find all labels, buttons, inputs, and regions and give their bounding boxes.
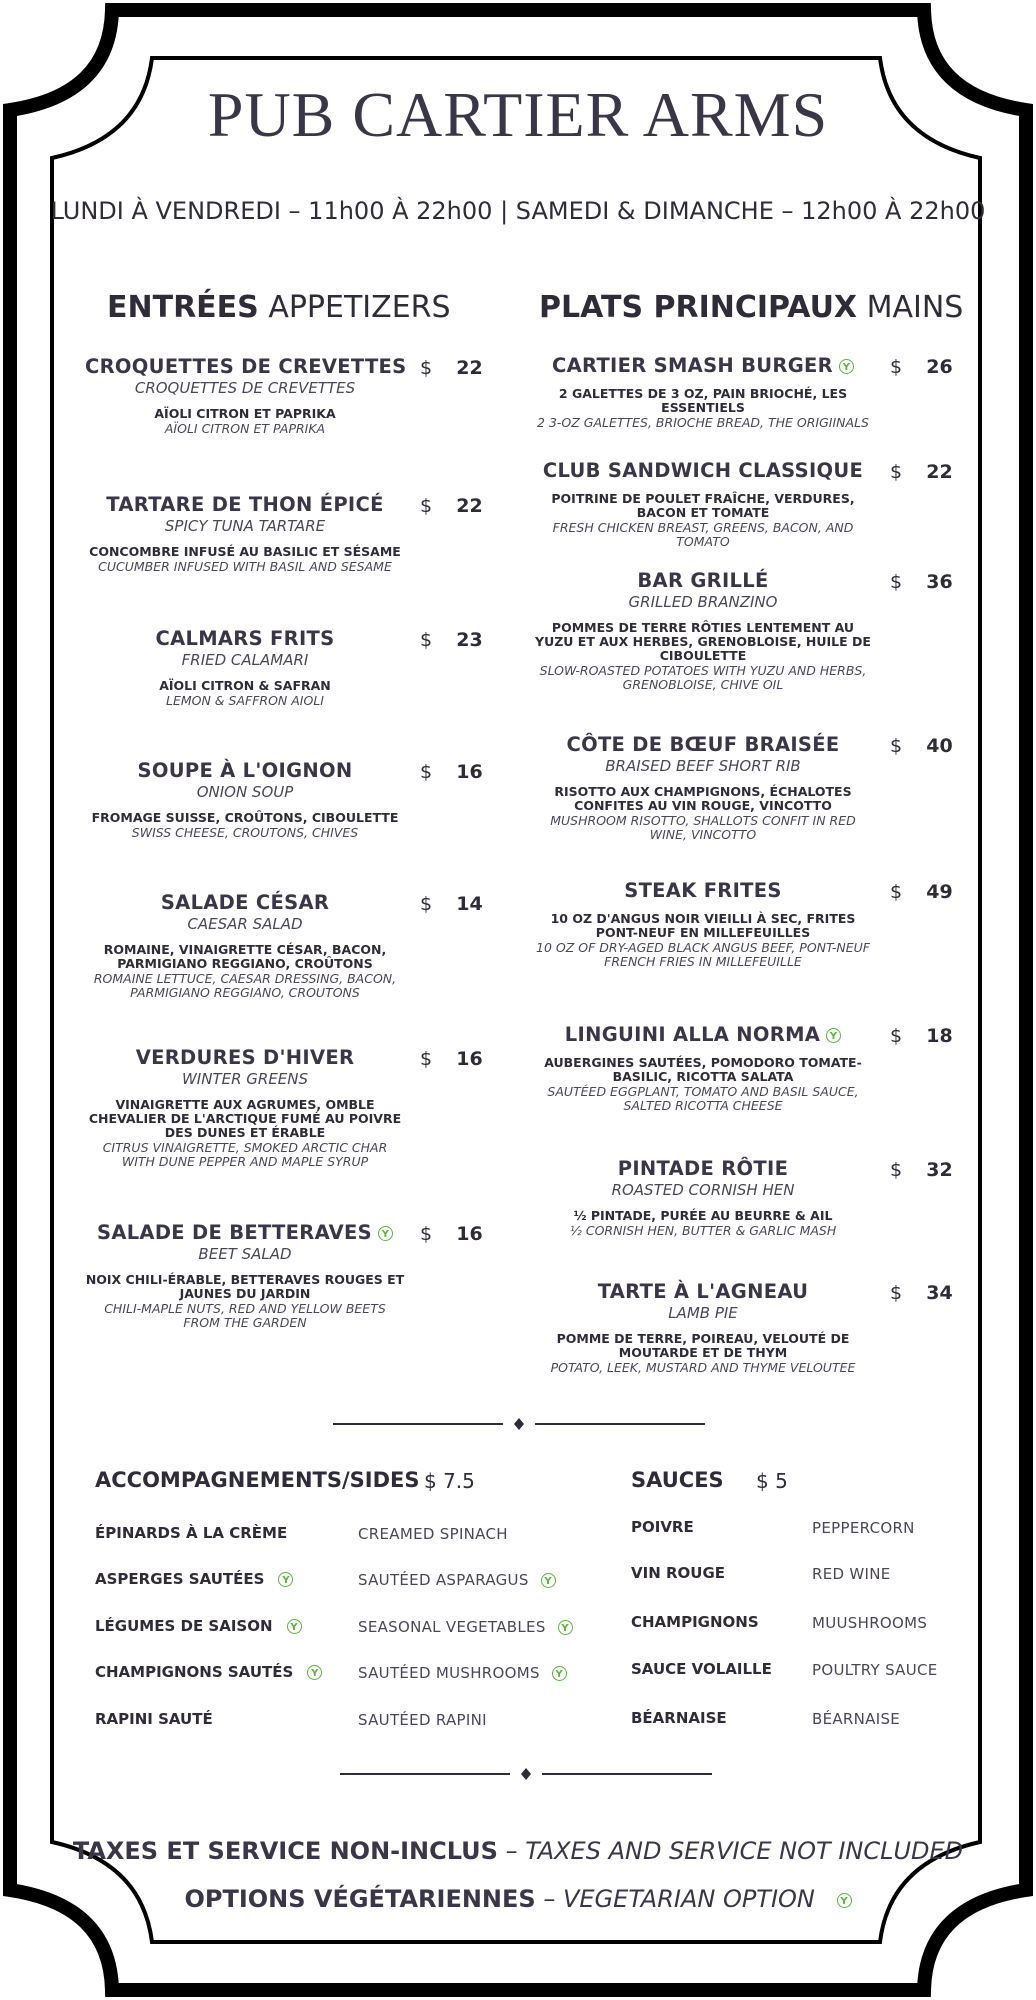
item-subtitle: FRIED CALAMARI [181, 651, 309, 669]
price-value: 16 [456, 1048, 483, 1070]
price-currency: $ [420, 1223, 433, 1245]
item-name-text: VERDURES D'HIVER [135, 1046, 355, 1069]
price-value: 23 [456, 629, 483, 651]
menu-item [533, 1157, 873, 1238]
tax-note-sep: – [497, 1837, 526, 1865]
appetizers-heading [107, 290, 451, 325]
sauce-item-en: BÉARNAISE [812, 1710, 901, 1728]
item-subtitle: SPICY TUNA TARTARE [164, 517, 326, 535]
price-currency: $ [420, 357, 433, 379]
menu-item [85, 1221, 405, 1330]
item-description: CONCOMBRE INFUSÉ AU BASILIC ET SÉSAME [89, 544, 401, 559]
sauce-item-en: PEPPERCORN [812, 1519, 915, 1537]
item-name [85, 627, 405, 650]
menu-item [533, 1280, 873, 1375]
item-price [420, 893, 483, 915]
item-description: POMME DE TERRE, POIREAU, VELOUTÉ DE MOUTARDE ET DE THYM [556, 1331, 850, 1360]
item-name-text: PINTADE RÔTIE [617, 1157, 789, 1180]
item-name [533, 459, 873, 482]
item-name-text: TARTE À L'AGNEAU [597, 1280, 809, 1303]
item-subtitle: WINTER GREENS [181, 1070, 309, 1088]
item-price [890, 881, 953, 903]
item-description: ROMAINE, VINAIGRETTE CÉSAR, BACON, PARMIGIANO REGGIANO, CROÛTONS [103, 942, 387, 971]
price-value: 18 [926, 1025, 953, 1047]
price-currency: $ [420, 1048, 433, 1070]
vegetarian-icon: Y [278, 1572, 293, 1587]
item-description: FROMAGE SUISSE, CROÛTONS, CIBOULETTE [91, 810, 399, 825]
section-divider-bottom [340, 1764, 712, 1784]
menu-item [85, 891, 405, 1000]
price-currency: $ [420, 629, 433, 651]
sides-heading: ACCOMPAGNEMENTS/SIDES [95, 1468, 420, 1492]
side-item-en [358, 1525, 508, 1543]
side-name-en: CREAMED SPINACH [358, 1525, 508, 1543]
menu-item [533, 354, 873, 430]
section-divider-top [333, 1414, 705, 1434]
vegetarian-icon: Y [378, 1226, 393, 1241]
vegetarian-icon: Y [826, 1028, 841, 1043]
item-price [420, 495, 483, 517]
item-description-en: 2 3-OZ GALETTES, BRIOCHE BREAD, THE ORIGIINALS [537, 415, 869, 430]
item-description-en: SWISS CHEESE, CROUTONS, CHIVES [131, 825, 359, 840]
side-name-fr: ASPERGES SAUTÉES [95, 1570, 265, 1588]
side-name-fr: CHAMPIGNONS SAUTÉS [95, 1663, 294, 1681]
restaurant-title: PUB CARTIER ARMS [207, 79, 829, 150]
item-description-en: 10 OZ OF DRY-AGED BLACK ANGUS BEEF, PONT-NEUF FRENCH FRIES IN MILLEFEUILLE [536, 940, 870, 969]
item-name-text: BAR GRILLÉ [637, 569, 769, 592]
item-price [890, 735, 953, 757]
item-subtitle: CAESAR SALAD [187, 915, 303, 933]
price-value: 22 [456, 357, 483, 379]
item-name [533, 569, 873, 592]
item-description: POITRINE DE POULET FRAÎCHE, VERDURES, BACON ET TOMATE [551, 491, 855, 520]
side-item-fr [95, 1663, 322, 1681]
item-description: NOIX CHILI-ÉRABLE, BETTERAVES ROUGES ET JAUNES DU JARDIN [85, 1272, 405, 1301]
side-name-en: SAUTÉED RAPINI [358, 1711, 487, 1729]
side-name-en: SAUTÉED MUSHROOMS [358, 1664, 540, 1682]
sauce-item-en: POULTRY SAUCE [812, 1661, 938, 1679]
item-name-text: CÔTE DE BŒUF BRAISÉE [566, 733, 840, 756]
side-name-fr: LÉGUMES DE SAISON [95, 1617, 273, 1635]
vegetarian-icon: Y [552, 1666, 567, 1681]
vegetarian-icon: Y [837, 1893, 852, 1908]
price-currency: $ [420, 495, 433, 517]
item-price [420, 1048, 483, 1070]
price-value: 32 [926, 1159, 953, 1181]
price-value: 40 [926, 735, 953, 757]
price-value: 16 [456, 761, 483, 783]
item-description-en: SLOW-ROASTED POTATOES WITH YUZU AND HERBS, GRENOBLOISE, CHIVE OIL [539, 663, 867, 692]
vegetarian-icon: Y [839, 359, 854, 374]
item-description: VINAIGRETTE AUX AGRUMES, OMBLE CHEVALIER DE L'ARCTIQUE FUMÉ AU POIVRE DES DUNES ET ÉRABLE [88, 1097, 402, 1140]
item-name-text: STEAK FRITES [624, 879, 782, 902]
item-name [533, 354, 873, 377]
veg-note-en: VEGETARIAN OPTION [562, 1885, 815, 1913]
vegetarian-icon: Y [558, 1620, 573, 1635]
price-currency: $ [890, 1282, 903, 1304]
price-value: 34 [926, 1282, 953, 1304]
side-name-en: SAUTÉED ASPARAGUS [358, 1571, 529, 1589]
item-name [533, 879, 873, 902]
item-name-text: CARTIER SMASH BURGER [552, 354, 833, 377]
veg-note-fr: OPTIONS VÉGÉTARIENNES [184, 1885, 536, 1913]
sauces-price: $ 5 [756, 1469, 788, 1493]
menu-item [85, 355, 405, 436]
side-name-en: SEASONAL VEGETABLES [358, 1618, 546, 1636]
price-currency: $ [890, 1159, 903, 1181]
item-subtitle: BEET SALAD [198, 1245, 292, 1263]
side-item-en [358, 1618, 573, 1636]
menu-item [533, 733, 873, 842]
item-description: 10 OZ D'ANGUS NOIR VIEILLI À SEC, FRITES PONT-NEUF EN MILLEFEUILLES [550, 911, 856, 940]
price-currency: $ [420, 893, 433, 915]
item-description: POMMES DE TERRE RÔTIES LENTEMENT AU YUZU ET AUX HERBES, GRENOBLOISE, HUILE DE CIBOULETTE [535, 620, 871, 663]
sauce-item-fr: POIVRE [631, 1518, 694, 1536]
menu-item [533, 569, 873, 692]
item-name [85, 891, 405, 914]
price-value: 16 [456, 1223, 483, 1245]
item-description-en: CITRUS VINAIGRETTE, SMOKED ARCTIC CHAR WITH DUNE PEPPER AND MAPLE SYRUP [102, 1140, 388, 1169]
item-subtitle: CROQUETTES DE CREVETTES [134, 379, 356, 397]
side-name-fr: ÉPINARDS À LA CRÈME [95, 1524, 288, 1542]
item-price [890, 461, 953, 483]
menu-item [85, 493, 405, 574]
item-description-en: ROMAINE LETTUCE, CAESAR DRESSING, BACON, PARMIGIANO REGGIANO, CROUTONS [93, 971, 397, 1000]
sauce-item-fr: VIN ROUGE [631, 1564, 726, 1582]
item-description: AUBERGINES SAUTÉES, POMODORO TOMATE-BASILIC, RICOTTA SALATA [544, 1055, 862, 1084]
item-price [890, 1025, 953, 1047]
item-price [420, 1223, 483, 1245]
side-item-fr [95, 1570, 293, 1588]
price-value: 22 [926, 461, 953, 483]
sauce-item-fr: BÉARNAISE [631, 1709, 727, 1727]
sauce-item-en: MUUSHROOMS [812, 1614, 928, 1632]
menu-item [85, 759, 405, 840]
item-subtitle: ROASTED CORNISH HEN [611, 1181, 795, 1199]
item-price [890, 1282, 953, 1304]
vegetarian-icon: Y [307, 1665, 322, 1680]
vegetarian-icon: Y [541, 1573, 556, 1588]
item-description-en: LEMON & SAFFRON AIOLI [166, 693, 324, 708]
item-price [420, 761, 483, 783]
item-price [890, 571, 953, 593]
tax-note-fr: TAXES ET SERVICE NON-INCLUS [72, 1837, 498, 1865]
item-description-en: CHILI-MAPLE NUTS, RED AND YELLOW BEETS FROM THE GARDEN [104, 1301, 386, 1330]
item-description: RISOTTO AUX CHAMPIGNONS, ÉCHALOTES CONFITES AU VIN ROUGE, VINCOTTO [554, 784, 852, 813]
tax-note [0, 1837, 1036, 1865]
item-description-en: MUSHROOM RISOTTO, SHALLOTS CONFIT IN RED WINE, VINCOTTO [550, 813, 856, 842]
price-value: 36 [926, 571, 953, 593]
side-item-en [358, 1664, 567, 1682]
item-subtitle: BRAISED BEEF SHORT RIB [605, 757, 801, 775]
sauce-item-en: RED WINE [812, 1565, 891, 1583]
price-currency: $ [890, 881, 903, 903]
item-name-text: CROQUETTES DE CREVETTES [85, 355, 407, 378]
item-description-en: SAUTÉED EGGPLANT, TOMATO AND BASIL SAUCE, SALTED RICOTTA CHEESE [547, 1084, 859, 1113]
item-description: ½ PINTADE, PURÉE AU BEURRE & AIL [573, 1208, 833, 1223]
menu-item [85, 627, 405, 708]
menu-item [85, 1046, 405, 1169]
mains-heading [539, 290, 963, 325]
item-description: 2 GALETTES DE 3 OZ, PAIN BRIOCHÉ, LES ESSENTIELS [558, 386, 848, 415]
menu-item [533, 879, 873, 969]
item-subtitle: ONION SOUP [196, 783, 294, 801]
price-currency: $ [890, 356, 903, 378]
item-name [85, 1221, 405, 1244]
menu-item [533, 459, 873, 549]
item-subtitle: GRILLED BRANZINO [628, 593, 778, 611]
item-description-en: FRESH CHICKEN BREAST, GREENS, BACON, AND TOMATO [552, 520, 854, 549]
price-currency: $ [420, 761, 433, 783]
mains-heading-en: MAINS [866, 290, 964, 325]
item-name [533, 1157, 873, 1180]
price-currency: $ [890, 735, 903, 757]
item-subtitle: LAMB PIE [668, 1304, 738, 1322]
veg-note-sep: – [535, 1885, 563, 1913]
opening-hours: LUNDI À VENDREDI – 11h00 À 22h00 | SAMEDI & DIMANCHE – 12h00 À 22h00 [50, 197, 986, 225]
item-name-text: SALADE DE BETTERAVES [96, 1221, 373, 1244]
item-name-text: LINGUINI ALLA NORMA [564, 1023, 821, 1046]
item-price [890, 356, 953, 378]
sauce-item-fr: SAUCE VOLAILLE [631, 1660, 772, 1678]
tax-note-en: TAXES AND SERVICE NOT INCLUDED [525, 1837, 964, 1865]
mains-heading-fr: PLATS PRINCIPAUX [539, 290, 858, 325]
side-item-fr [95, 1524, 287, 1542]
menu-item [533, 1023, 873, 1113]
price-currency: $ [890, 461, 903, 483]
item-price [420, 357, 483, 379]
price-value: 49 [926, 881, 953, 903]
item-name-text: SALADE CÉSAR [160, 891, 330, 914]
item-name-text: CALMARS FRITS [155, 627, 335, 650]
item-price [420, 629, 483, 651]
item-description-en: POTATO, LEEK, MUSTARD AND THYME VELOUTEE [550, 1360, 856, 1375]
vegetarian-icon: Y [287, 1619, 302, 1634]
sauce-item-fr: CHAMPIGNONS [631, 1613, 759, 1631]
item-description: AÏOLI CITRON ET PAPRIKA [154, 406, 336, 421]
item-description-en: ½ CORNISH HEN, BUTTER & GARLIC MASH [569, 1223, 837, 1238]
side-item-fr [95, 1710, 213, 1728]
item-name [533, 1023, 873, 1046]
item-name [85, 493, 405, 516]
appetizers-heading-fr: ENTRÉES [107, 290, 259, 325]
item-name-text: TARTARE DE THON ÉPICÉ [106, 493, 384, 516]
price-value: 22 [456, 495, 483, 517]
item-description-en: CUCUMBER INFUSED WITH BASIL AND SESAME [98, 559, 392, 574]
appetizers-heading-en: APPETIZERS [268, 290, 451, 325]
item-description-en: AÏOLI CITRON ET PAPRIKA [164, 421, 326, 436]
item-name [533, 733, 873, 756]
item-name-text: SOUPE À L'OIGNON [137, 759, 353, 782]
item-name [85, 1046, 405, 1069]
veg-note [0, 1885, 1036, 1913]
price-currency: $ [890, 1025, 903, 1047]
side-item-fr [95, 1617, 302, 1635]
side-name-fr: RAPINI SAUTÉ [95, 1710, 213, 1728]
sauces-heading: SAUCES [631, 1468, 724, 1492]
item-name [85, 355, 405, 378]
price-currency: $ [890, 571, 903, 593]
sides-price: $ 7.5 [424, 1469, 475, 1493]
price-value: 26 [926, 356, 953, 378]
item-price [890, 1159, 953, 1181]
item-name [85, 759, 405, 782]
price-value: 14 [456, 893, 483, 915]
item-name-text: CLUB SANDWICH CLASSIQUE [542, 459, 864, 482]
item-description: AÏOLI CITRON & SAFRAN [159, 678, 331, 693]
side-item-en [358, 1571, 556, 1589]
side-item-en [358, 1711, 487, 1729]
item-name [533, 1280, 873, 1303]
